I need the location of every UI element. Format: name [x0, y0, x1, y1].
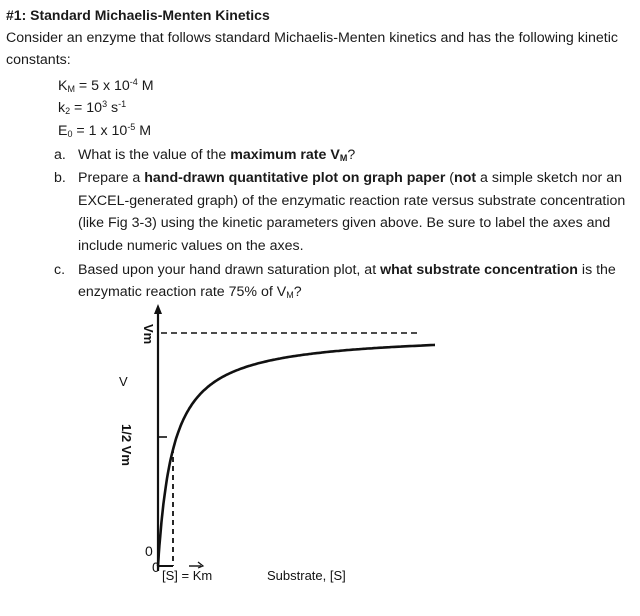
constants-list	[58, 75, 634, 143]
y-axis-label: V	[119, 374, 128, 389]
x-tick-label-zero: 0	[152, 559, 160, 575]
y-axis-arrow	[154, 304, 162, 314]
x-tick-label-km: [S] = Km	[162, 568, 213, 583]
y-tick-label-half-vm	[119, 424, 134, 466]
x-axis-label: Substrate, [S]	[267, 568, 346, 583]
saturation-plot-svg	[95, 296, 435, 596]
saturation-curve	[158, 342, 435, 566]
question-a: a. What is the value of the maximum rate $V_M$?	[6, 144, 634, 167]
problem-title: #1: Standard Michaelis-Menten Kinetics	[6, 7, 270, 23]
question-c: c. Based upon your hand drawn saturation plot, at what substrate concentration is the enzymatic reaction rate 75% of $V_M$?	[6, 259, 634, 304]
y-tick-label-vm	[141, 324, 156, 344]
question-letter: c.	[54, 261, 66, 278]
y-tick-label-half-vm-text: 1/2 Vm	[119, 424, 134, 466]
document	[6, 4, 634, 304]
constant-e0: $E_0 = 1$ x $10^{-5}$ M	[58, 121, 152, 139]
question-letter: b.	[54, 170, 66, 187]
question-letter: a.	[54, 146, 66, 163]
tick-labels	[119, 324, 212, 583]
y-tick-label-vm-text: Vm	[141, 324, 156, 345]
constant-km: $K_M = 5$ x $10^{-4}$ M	[58, 76, 154, 94]
y-tick-label-zero: 0	[145, 543, 153, 559]
question-b: b. Prepare a hand-drawn quantitative plot on graph paper (not a simple sketch nor an EXCEL-generated graph) of the enzymatic reaction rate versus substrate concentration (like Fig 3-3) using the kinetic parameters given above. Be sure to label the axes and include numeric values on the axes.	[6, 167, 634, 257]
saturation-plot	[95, 296, 435, 596]
constant-k2: $k_2 = 10^3$ $s^{-1}$	[58, 99, 127, 117]
problem-intro: Consider an enzyme that follows standard Michaelis-Menten kinetics and has the following kinetic constants:	[6, 29, 618, 69]
